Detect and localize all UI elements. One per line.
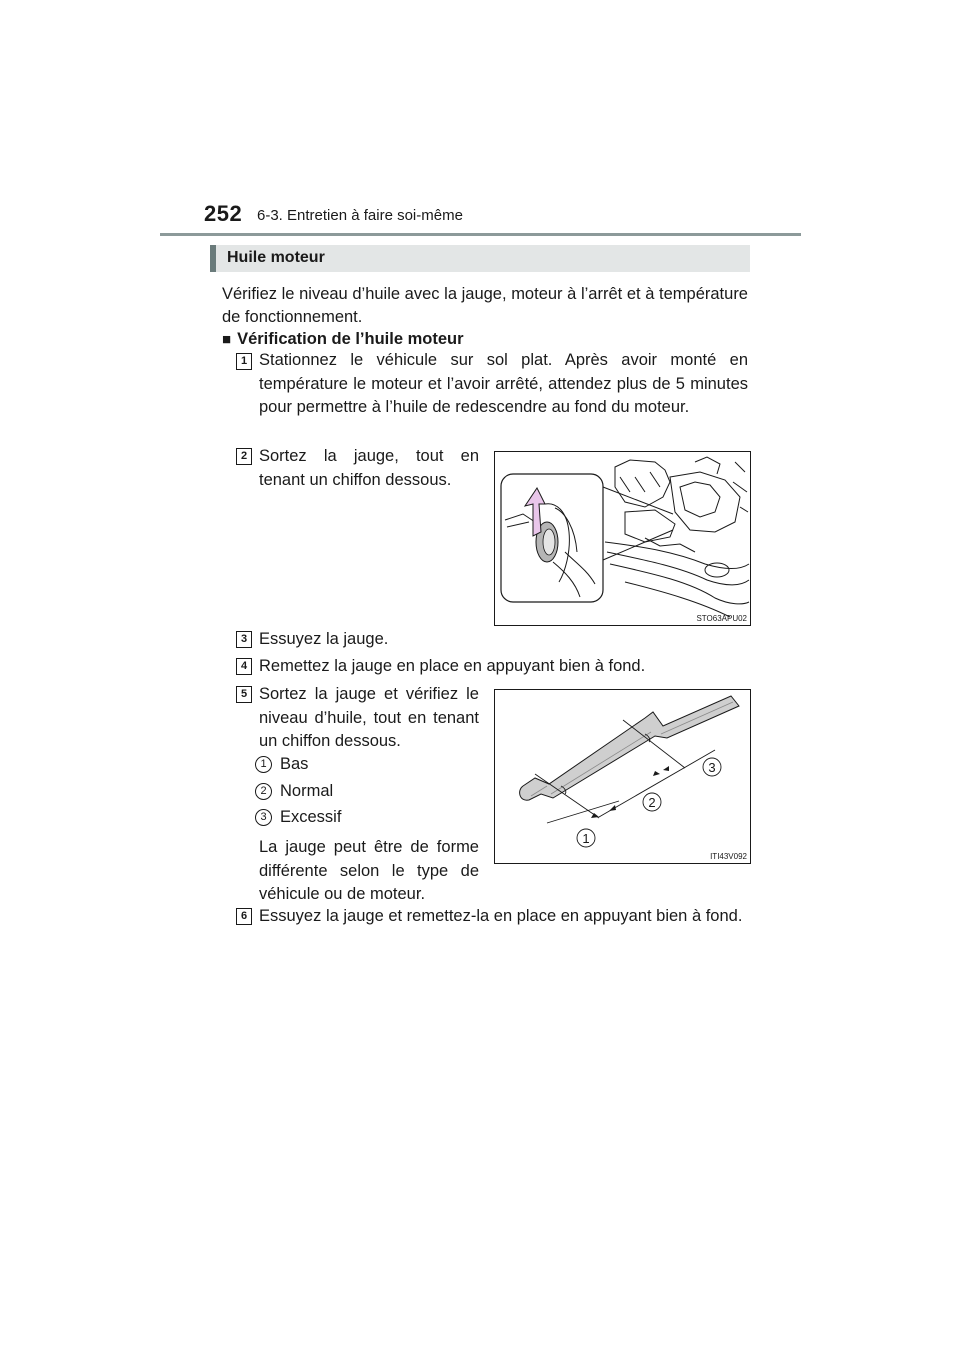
step-text-4: Remettez la jauge en place en appuyant bien à fond. bbox=[259, 657, 646, 675]
engine-figure bbox=[494, 451, 751, 626]
step-badge-6: 6 bbox=[236, 908, 252, 925]
dipstick-illustration bbox=[495, 690, 750, 863]
callout-low bbox=[255, 755, 308, 774]
engine-figure-code: STO63APU02 bbox=[696, 614, 747, 623]
section-title: 6-3. Entretien à faire soi-même bbox=[257, 207, 463, 224]
step-text-2: Sortez la jauge, tout en tenant un chiffon dessous. bbox=[259, 447, 479, 489]
step-badge-4: 4 bbox=[236, 658, 252, 675]
subheading bbox=[222, 330, 464, 349]
page-number: 252 bbox=[204, 201, 243, 226]
callout-number-1: 1 bbox=[255, 756, 272, 773]
dipstick-figure bbox=[494, 689, 751, 864]
dipstick-label-2: 2 bbox=[648, 795, 656, 810]
dipstick-label-1: 1 bbox=[582, 831, 590, 846]
step-text-1: Stationnez le véhicule sur sol plat. Après avoir monté en température le moteur et l’avoir arrêté, attendez plus de 5 minutes pour permettre à l’huile de redescendre au fond du moteur. bbox=[259, 351, 748, 416]
callout-label-low: Bas bbox=[280, 755, 309, 773]
step-text-6: Essuyez la jauge et remettez-la en place en appuyant bien à fond. bbox=[259, 907, 743, 925]
section-heading: Huile moteur bbox=[227, 249, 325, 266]
callout-excessive bbox=[255, 808, 341, 827]
header-rule bbox=[160, 233, 801, 236]
dipstick-note: La jauge peut être de forme différente selon le type de véhicule ou de moteur. bbox=[259, 838, 479, 903]
dipstick-label-3: 3 bbox=[708, 760, 716, 775]
intro-paragraph: Vérifiez le niveau d’huile avec la jauge, moteur à l’arrêt et à température de fonctionnement. bbox=[222, 285, 748, 326]
subheading-text: Vérification de l’huile moteur bbox=[237, 330, 464, 348]
step-badge-3: 3 bbox=[236, 631, 252, 648]
callout-label-excessive: Excessif bbox=[280, 808, 342, 826]
callout-number-2: 2 bbox=[255, 783, 272, 800]
square-bullet-icon: ■ bbox=[222, 331, 232, 348]
callout-label-normal: Normal bbox=[280, 782, 334, 800]
dipstick-figure-code: ITI43V092 bbox=[710, 852, 747, 861]
step-badge-5: 5 bbox=[236, 686, 252, 703]
step-badge-2: 2 bbox=[236, 448, 252, 465]
step-badge-1: 1 bbox=[236, 353, 252, 370]
engine-illustration bbox=[495, 452, 750, 625]
callout-normal bbox=[255, 782, 333, 801]
callout-number-3: 3 bbox=[255, 809, 272, 826]
step-text-3: Essuyez la jauge. bbox=[259, 630, 389, 648]
section-heading-bar bbox=[210, 245, 750, 272]
step-text-5: Sortez la jauge et vérifiez le niveau d’huile, tout en tenant un chiffon dessous. bbox=[259, 685, 479, 750]
